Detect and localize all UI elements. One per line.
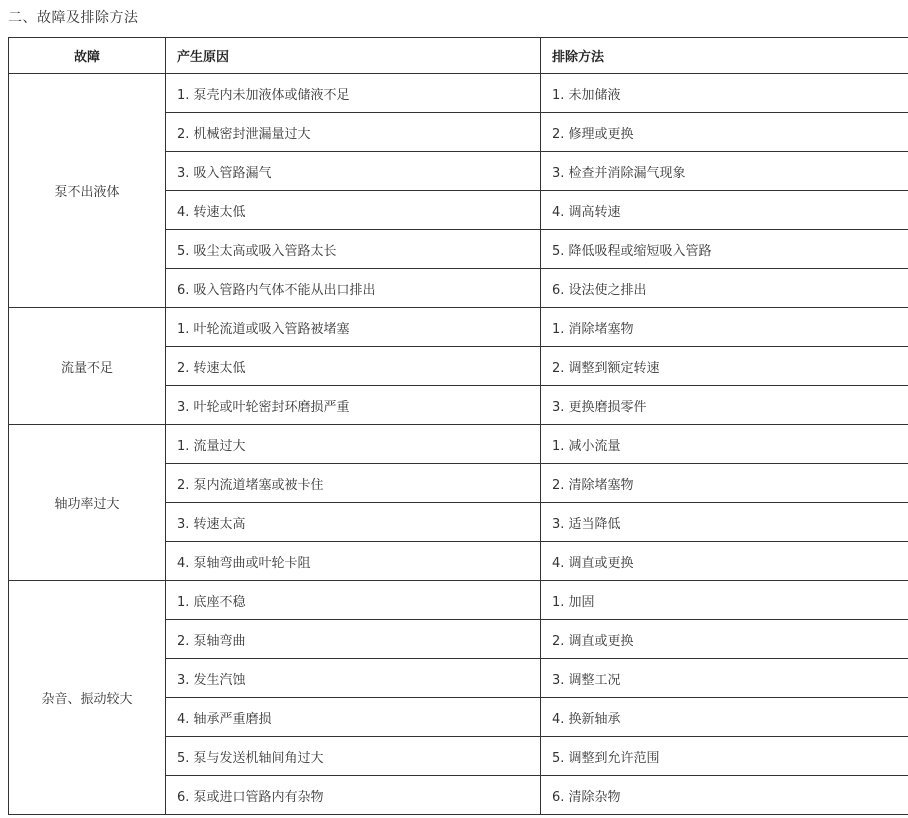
cause-cell: 6. 吸入管路内气体不能从出口排出 [166, 269, 541, 308]
cause-cell: 3. 吸入管路漏气 [166, 152, 541, 191]
cause-cell: 2. 转速太低 [166, 347, 541, 386]
remedy-cell: 1. 未加储液 [541, 74, 908, 113]
remedy-cell: 3. 检查并消除漏气现象 [541, 152, 908, 191]
table-row [9, 581, 908, 620]
cause-cell: 2. 泵轴弯曲 [166, 620, 541, 659]
remedy-cell: 4. 调高转速 [541, 191, 908, 230]
fault-cell: 杂音、振动较大 [9, 581, 166, 815]
remedy-cell: 4. 换新轴承 [541, 698, 908, 737]
remedy-cell: 1. 加固 [541, 581, 908, 620]
cause-cell: 6. 泵或进口管路内有杂物 [166, 776, 541, 815]
remedy-cell: 6. 清除杂物 [541, 776, 908, 815]
table-header-row [9, 38, 908, 74]
cause-cell: 2. 泵内流道堵塞或被卡住 [166, 464, 541, 503]
fault-cell: 轴功率过大 [9, 425, 166, 581]
cause-cell: 1. 叶轮流道或吸入管路被堵塞 [166, 308, 541, 347]
remedy-cell: 3. 更换磨损零件 [541, 386, 908, 425]
remedy-cell: 2. 调整到额定转速 [541, 347, 908, 386]
remedy-cell: 4. 调直或更换 [541, 542, 908, 581]
remedy-cell: 2. 清除堵塞物 [541, 464, 908, 503]
header-fault: 故障 [9, 38, 166, 74]
remedy-cell: 2. 修理或更换 [541, 113, 908, 152]
fault-cell: 流量不足 [9, 308, 166, 425]
cause-cell: 4. 泵轴弯曲或叶轮卡阻 [166, 542, 541, 581]
remedy-cell: 3. 调整工况 [541, 659, 908, 698]
header-cause: 产生原因 [166, 38, 541, 74]
remedy-cell: 3. 适当降低 [541, 503, 908, 542]
cause-cell: 1. 流量过大 [166, 425, 541, 464]
remedy-cell: 1. 减小流量 [541, 425, 908, 464]
fault-cell: 泵不出液体 [9, 74, 166, 308]
fault-troubleshooting-table [8, 37, 908, 815]
remedy-cell: 5. 调整到允许范围 [541, 737, 908, 776]
remedy-cell: 2. 调直或更换 [541, 620, 908, 659]
cause-cell: 1. 泵壳内未加液体或储液不足 [166, 74, 541, 113]
table-row [9, 74, 908, 113]
cause-cell: 2. 机械密封泄漏量过大 [166, 113, 541, 152]
header-remedy: 排除方法 [541, 38, 908, 74]
remedy-cell: 5. 降低吸程或缩短吸入管路 [541, 230, 908, 269]
cause-cell: 3. 叶轮或叶轮密封环磨损严重 [166, 386, 541, 425]
cause-cell: 3. 转速太高 [166, 503, 541, 542]
remedy-cell: 1. 消除堵塞物 [541, 308, 908, 347]
table-row [9, 425, 908, 464]
cause-cell: 5. 泵与发送机轴间角过大 [166, 737, 541, 776]
cause-cell: 5. 吸尘太高或吸入管路太长 [166, 230, 541, 269]
cause-cell: 4. 转速太低 [166, 191, 541, 230]
remedy-cell: 6. 设法使之排出 [541, 269, 908, 308]
cause-cell: 4. 轴承严重磨损 [166, 698, 541, 737]
cause-cell: 1. 底座不稳 [166, 581, 541, 620]
cause-cell: 3. 发生汽蚀 [166, 659, 541, 698]
page-title: 二、故障及排除方法 [8, 10, 139, 26]
table-row [9, 308, 908, 347]
